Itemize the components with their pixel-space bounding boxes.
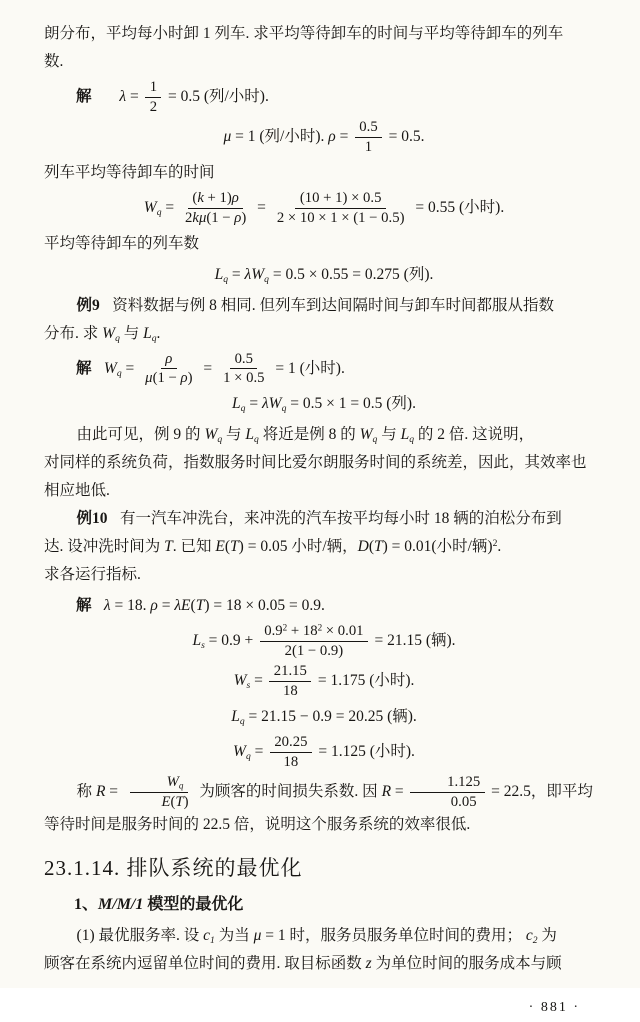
text-run: × 0.01 [322, 623, 364, 640]
text-run: 相应地低. [44, 482, 110, 500]
fraction-numerator [410, 774, 484, 793]
text-run: = 0.5 × 1 = 0.5 (列). [286, 395, 416, 413]
text-run: 0.05 [450, 793, 477, 810]
math-variable: R [381, 782, 392, 800]
text-run: = [126, 87, 143, 105]
subscript: q [372, 434, 378, 446]
math-variable: k [197, 189, 204, 206]
math-variable: λ [103, 597, 111, 615]
math-variable: W [233, 743, 246, 761]
text-run: 2 [185, 209, 193, 226]
text-run: 1.125 [447, 773, 481, 790]
section-heading [44, 853, 604, 883]
text-run: ( [170, 793, 176, 810]
fraction [260, 623, 368, 660]
math-variable: W [143, 198, 157, 216]
math-variable: λ [119, 87, 127, 105]
subscript: q [240, 403, 246, 415]
text-run: ( [192, 189, 198, 206]
fraction-numerator [270, 734, 312, 753]
math-variable: z [365, 954, 372, 972]
fraction-denominator [414, 793, 481, 811]
text-run: = 22.5，即平均 [487, 782, 593, 800]
text-run: 0.9 [264, 623, 283, 640]
text-run: 数. [44, 53, 64, 70]
text-run: 0.5 [359, 118, 378, 135]
formula-lq-example8 [44, 261, 604, 289]
text-run: ( [190, 597, 196, 615]
text-run: = [105, 782, 122, 800]
formula-mu-rho [44, 119, 604, 156]
bold-label: 例9 [76, 296, 100, 314]
optimal-service-rate-line-2 [44, 950, 604, 978]
superscript: 2 [282, 622, 288, 633]
text-run: ( [224, 538, 231, 556]
fraction [141, 351, 197, 388]
label-avg-wait-time [44, 159, 604, 187]
bold-label: 解 [76, 87, 92, 105]
math-variable: T [374, 538, 383, 556]
math-variable: W [233, 672, 247, 690]
subscript: q [409, 434, 415, 446]
superscript: 2 [492, 538, 498, 550]
math-variable: ρ [328, 127, 336, 145]
text-run: (1 − [206, 209, 235, 226]
text-run: 2 × 10 × 1 × (1 − 0.5) [276, 209, 405, 226]
text-run: ) [187, 370, 193, 387]
fraction-numerator [260, 623, 368, 642]
subscript: s [246, 680, 251, 692]
text-run: = 21.15 − 0.9 = 20.25 (辆). [244, 708, 417, 726]
text-run: 平均等待卸车的列车数 [44, 234, 200, 252]
text-run: 的 2 倍. 这说明， [414, 426, 535, 444]
text-run: = 0.5. [384, 127, 425, 145]
math-variable: E [215, 538, 225, 556]
math-variable: λE [174, 597, 191, 615]
fraction-denominator [279, 682, 303, 700]
text-run: (1 − [152, 370, 181, 387]
subscript: q [151, 332, 157, 344]
fraction-numerator [295, 190, 385, 209]
continuation-line-2 [44, 48, 604, 76]
math-variable: μ [223, 127, 232, 145]
text-run: = [157, 597, 175, 615]
example10-line-1 [44, 505, 604, 533]
math-variable: ρ [231, 189, 239, 206]
text-run: = 1 时，服务员服务单位时间的费用； [261, 926, 526, 944]
math-variable: T [195, 597, 205, 615]
math-variable: L [214, 265, 224, 283]
fraction [270, 734, 312, 771]
math-variable: E [161, 793, 171, 810]
formula-ls-example10 [44, 623, 604, 660]
fraction [410, 774, 484, 811]
math-variable: L [245, 426, 255, 444]
fraction-denominator [219, 369, 269, 387]
text-run: 为 [537, 926, 557, 944]
fraction-numerator [130, 774, 188, 793]
subscript: q [245, 750, 251, 762]
formula-ws-example10 [44, 663, 604, 700]
text-run: = 1.175 (小时). [313, 672, 415, 690]
text-run: = 0.5 (列/小时). [164, 87, 269, 105]
text-run: = 21.15 (辆). [370, 632, 456, 650]
text-run: 等待时间是服务时间的 22.5 倍，说明这个服务系统的效率很低. [44, 815, 471, 833]
text-run: = 0.9 + [204, 632, 258, 650]
text-run: 18 [282, 683, 298, 700]
text-run: (1) 最优服务率. 设 [76, 926, 204, 944]
text-run: ) [183, 793, 189, 810]
example10-line-2 [44, 533, 604, 561]
text-run: 23.1.14. 排队系统的最优化 [44, 855, 303, 880]
text-run: 2(1 − 0.9) [284, 643, 344, 660]
text-run: 分布. 求 [44, 324, 103, 342]
bold-label: 例10 [76, 510, 108, 528]
text-run: = [121, 359, 139, 377]
math-variable: c [525, 926, 533, 944]
fraction [181, 190, 251, 227]
math-variable: ρ [150, 597, 158, 615]
text-run: 模型的最优化 [143, 895, 244, 913]
superscript: 2 [317, 622, 323, 633]
text-run: 对同样的系统负荷，指数服务时间比爱尔朗服务时间的系统差，因此，其效率也 [44, 454, 587, 472]
text-run: ) = 18 × 0.05 = 0.9. [204, 597, 325, 615]
math-variable: T [164, 538, 173, 556]
fraction-denominator [279, 753, 303, 771]
text-run: 1 [149, 79, 158, 95]
fraction-denominator [145, 98, 161, 116]
solution-example8-lambda [44, 79, 604, 116]
subscript: 1 [210, 934, 215, 946]
formula-wq-example10 [44, 734, 604, 771]
text-run: ) [241, 209, 247, 226]
text-run: 1 × 0.5 [223, 370, 265, 387]
subscript: q [254, 434, 259, 446]
text-run: . 已知 [172, 538, 216, 556]
text-run: = 1 (小时). [271, 359, 345, 377]
fraction [219, 351, 269, 388]
math-variable: R [95, 782, 106, 800]
text-run: = 0.5 × 0.55 = 0.275 (列). [268, 265, 434, 283]
fraction-numerator [355, 119, 382, 138]
bold-label: 解 [76, 597, 92, 615]
text-run: = [253, 198, 270, 216]
fraction-denominator [360, 138, 376, 156]
math-variable: L [143, 324, 152, 342]
text-run: ) = 0.05 小时/辆， [238, 538, 358, 556]
math-variable: ρ [234, 209, 242, 226]
text-run: 20.25 [274, 734, 308, 751]
math-variable: c [203, 926, 211, 944]
text-run: ( [368, 538, 375, 556]
example10-line-3 [44, 561, 604, 589]
loss-coefficient-line-1 [44, 774, 604, 811]
example9-line-1 [44, 292, 604, 320]
math-variable: μ [145, 370, 153, 387]
solution-example9-wq [44, 351, 604, 388]
fraction-numerator [230, 351, 257, 370]
text-run: = 1 (列/小时). [231, 127, 329, 145]
text-run: = [161, 198, 178, 216]
fraction [125, 774, 193, 811]
fraction-numerator [161, 351, 177, 370]
subscript: q [264, 273, 269, 285]
subscript: q [281, 403, 287, 415]
text-run: = 18. [110, 597, 151, 615]
page-number: · 881 · [528, 999, 580, 1015]
text-run: 资料数据与例 8 相同. 但列车到达间隔时间与卸车时间都服从指数 [112, 296, 554, 314]
text-run: 与 [222, 426, 246, 444]
text-run: = 0.55 (小时). [411, 198, 505, 216]
text-run: 朗分布，平均每小时卸 1 列车. 求平均等待卸车的时间与平均等待卸车的列车 [44, 25, 564, 42]
math-variable: T [175, 793, 184, 810]
math-variable: W [103, 359, 117, 377]
loss-coefficient-line-2 [44, 811, 604, 839]
fraction-denominator [272, 209, 408, 227]
subscript: s [201, 640, 205, 652]
text-run: 0.5 [234, 350, 253, 367]
text-run: ) = 0.01(小时/辆) [382, 538, 493, 556]
text-run: 列车平均等待卸车的时间 [44, 163, 215, 181]
subscript: q [223, 273, 229, 285]
label-avg-train-count [44, 230, 604, 258]
subscript: q [116, 367, 122, 379]
math-variable: T [230, 538, 239, 556]
fraction-denominator [141, 369, 197, 387]
math-variable: M/M/1 [98, 895, 144, 913]
text-run: 将近是例 8 的 [258, 426, 360, 444]
text-run: 2 [149, 98, 158, 115]
text-run: 为当 [214, 926, 254, 944]
math-variable: μ [253, 926, 262, 944]
text-run: 1 [364, 138, 373, 155]
text-run: 18 [283, 753, 299, 770]
bold-label: 解 [76, 359, 92, 377]
math-variable: ρ [165, 350, 173, 367]
fraction-denominator [280, 642, 347, 660]
fraction-numerator [145, 79, 161, 98]
text-run: 与 [377, 426, 401, 444]
text-run [104, 88, 120, 105]
fraction-numerator [188, 190, 243, 209]
fraction-denominator [181, 209, 251, 227]
subscript: 2 [532, 934, 538, 946]
text-run: + 18 [287, 623, 318, 640]
subscript: q [115, 332, 120, 344]
fraction-numerator [269, 663, 311, 682]
text-run: + 1) [203, 189, 232, 206]
text-run: = [199, 359, 217, 377]
continuation-line-1 [44, 20, 604, 48]
math-variable: λW [261, 395, 282, 413]
text-run: 称 [76, 782, 96, 800]
formula-lq-example10 [44, 703, 604, 731]
fraction [269, 663, 311, 700]
text-run: = 1.125 (小时). [314, 743, 415, 761]
solution-example10-lambda-rho [44, 592, 604, 620]
math-variable: L [400, 426, 410, 444]
formula-wq-example8 [44, 190, 604, 227]
text-run: 由此可见，例 9 的 [76, 426, 205, 444]
text-run: = [250, 743, 268, 761]
text-run: = [250, 672, 267, 690]
optimal-service-rate-line-1 [44, 922, 604, 950]
subscript: q [239, 715, 245, 727]
text-run: 与 [119, 324, 144, 342]
text-run: = [228, 265, 245, 283]
math-variable: D [357, 538, 369, 556]
fraction-denominator [125, 793, 193, 811]
text-run: 1、 [74, 895, 99, 913]
math-variable: kμ [192, 209, 207, 226]
text-run: 求各运行指标. [44, 566, 141, 584]
math-variable: L [192, 632, 202, 650]
fraction [355, 119, 382, 156]
math-variable: W [204, 426, 218, 444]
math-variable: L [231, 708, 240, 726]
remark-line-3 [44, 477, 604, 505]
text-run: (10 + 1) × 0.5 [299, 189, 382, 206]
text-run: 有一汽车冲洗台，来冲洗的汽车按平均每小时 18 辆的泊松分布到 [119, 510, 562, 528]
math-variable: W [102, 324, 116, 342]
text-run: = [335, 127, 353, 145]
subscript: q [178, 780, 184, 791]
subscript: q [217, 434, 223, 446]
text-run: 顾客在系统内逗留单位时间的费用. 取目标函数 [44, 954, 366, 972]
math-variable: W [166, 773, 179, 790]
text-run: . [156, 324, 161, 342]
subscript: q [156, 206, 162, 218]
formula-lq-example9 [44, 390, 604, 418]
text-run: = [391, 782, 408, 800]
text-run: 为顾客的时间损失系数. 因 [195, 782, 382, 800]
remark-line-1 [44, 421, 604, 449]
fraction [145, 79, 161, 116]
math-variable: ρ [180, 370, 188, 387]
math-variable: L [232, 395, 241, 413]
math-variable: λW [244, 265, 265, 283]
text-run: . [497, 538, 502, 556]
fraction [272, 190, 408, 227]
remark-line-2 [44, 449, 604, 477]
example9-line-2 [44, 320, 604, 348]
text-run: = [245, 395, 262, 413]
text-run: 为单位时间的服务成本与顾 [371, 954, 562, 972]
text-run: 21.15 [273, 663, 307, 680]
text-run: 达. 设冲洗时间为 [44, 538, 165, 556]
subsection-heading [44, 891, 604, 919]
math-variable: W [359, 426, 373, 444]
